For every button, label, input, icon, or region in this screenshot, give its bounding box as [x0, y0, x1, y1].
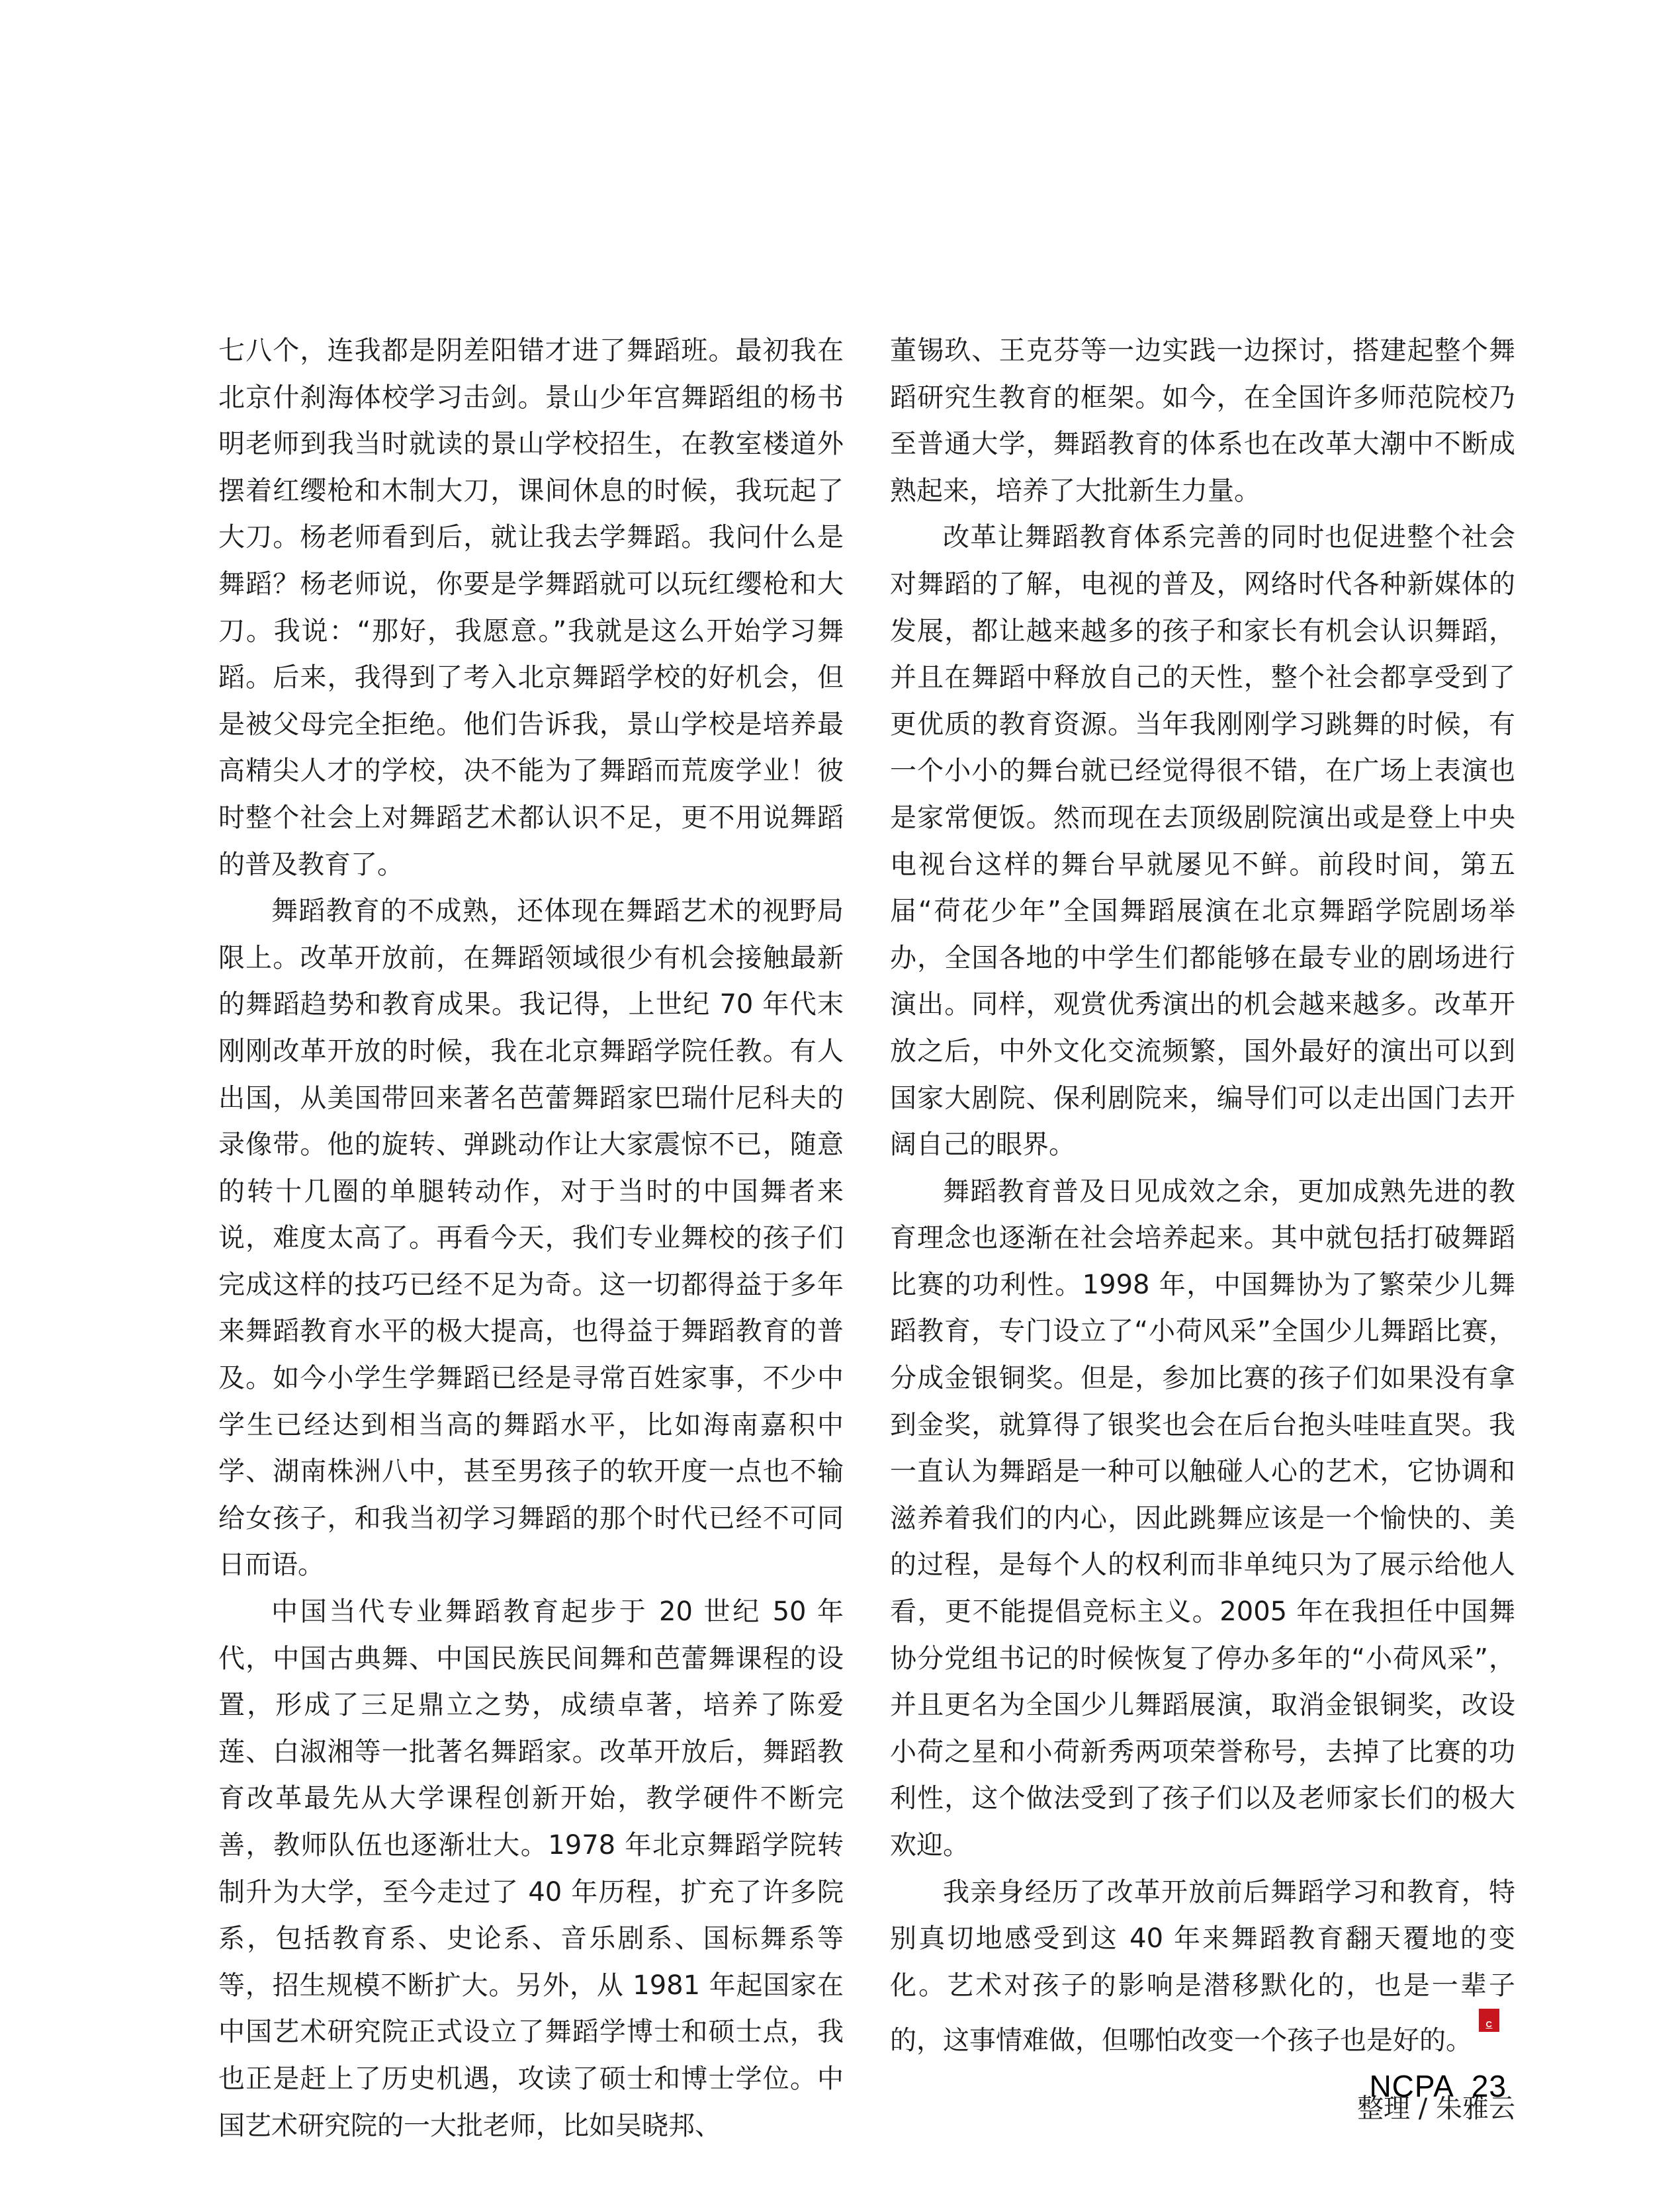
byline: 整理 / 朱雅云: [1357, 2093, 1515, 2124]
paragraph: 改革让舞蹈教育体系完善的同时也促进整个社会对舞蹈的了解，电视的普及，网络时代各种新媒体的发展，都让越来越多的孩子和家长有机会认识舞蹈，并且在舞蹈中释放自己的天性，整个社会都享受到了更优质的教育资源。当年我刚刚学习跳舞的时候，有一个小小的舞台就已经觉得很不错，在广场上表演也是家常便饭。然而现在去顶级剧院演出或是登上中央电视台这样的舞台早就屡见不鲜。前段时间，第五届“荷花少年”全国舞蹈展演在北京舞蹈学院剧场举办，全国各地的中学生们都能够在最专业的剧场进行演出。同样，观赏优秀演出的机会越来越多。改革开放之后，中外文化交流频繁，国外最好的演出可以到国家大剧院、保利剧院来，编导们可以走出国门去开阔自己的眼界。: [890, 522, 1515, 1160]
left-column: [218, 328, 844, 2149]
seal-text-top: NC: [1485, 2009, 1538, 2030]
article-body: [218, 328, 1538, 2149]
ncpa-end-seal-icon: [1479, 2009, 1538, 2051]
page-footer: [1369, 2068, 1507, 2104]
paragraph-continuation: 七八个，连我都是阴差阳错才进了舞蹈班。最初我在北京什刹海体校学习击剑。景山少年宫舞蹈组的杨书明老师到我当时就读的景山学校招生，在教室楼道外摆着红缨枪和木制大刀，课间休息的时候，我玩起了大刀。杨老师看到后，就让我去学舞蹈。我问什么是舞蹈？杨老师说，你要是学舞蹈就可以玩红缨枪和大刀。我说：“那好，我愿意。”我就是这么开始学习舞蹈。后来，我得到了考入北京舞蹈学校的好机会，但是被父母完全拒绝。他们告诉我，景山学校是培养最高精尖人才的学校，决不能为了舞蹈而荒废学业！彼时整个社会上对舞蹈艺术都认识不足，更不用说舞蹈的普及教育了。: [218, 335, 844, 880]
seal-text-bottom: PA: [1485, 2030, 1538, 2051]
paragraph-text: 我亲身经历了改革开放前后舞蹈学习和教育，特别真切地感受到这 40 年来舞蹈教育翻天覆地的变化。艺术对孩子的影响是潜移默化的，也是一辈子的，这事情难做，但哪怕改变一个孩子也是好的。: [890, 1876, 1515, 2056]
paragraph: 舞蹈教育的不成熟，还体现在舞蹈艺术的视野局限上。改革开放前，在舞蹈领域很少有机会接触最新的舞蹈趋势和教育成果。我记得，上世纪 70 年代末刚刚改革开放的时候，我在北京舞蹈学院任教。有人出国，从美国带回来著名芭蕾舞蹈家巴瑞什尼科夫的录像带。他的旋转、弹跳动作让大家震惊不已，随意的转十几圈的单腿转动作，对于当时的中国舞者来说，难度太高了。再看今天，我们专业舞校的孩子们完成这样的技巧已经不足为奇。这一切都得益于多年来舞蹈教育水平的极大提高，也得益于舞蹈教育的普及。如今小学生学舞蹈已经是寻常百姓家事，不少中学生已经达到相当高的舞蹈水平，比如海南嘉积中学、湖南株洲八中，甚至男孩子的软开度一点也不输给女孩子，和我当初学习舞蹈的那个时代已经不可同日而语。: [218, 896, 844, 1581]
paragraph: 中国当代专业舞蹈教育起步于 20 世纪 50 年代，中国古典舞、中国民族民间舞和芭蕾舞课程的设置，形成了三足鼎立之势，成绩卓著，培养了陈爱莲、白淑湘等一批著名舞蹈家。改革开放后，舞蹈教育改革最先从大学课程创新开始，教学硬件不断完善，教师队伍也逐渐壮大。1978 年北京舞蹈学院转制升为大学，至今走过了 40 年历程，扩充了许多院系，包括教育系、史论系、音乐剧系、国标舞系等等，招生规模不断扩大。另外，从 1981 年起国家在中国艺术研究院正式设立了舞蹈学博士和硕士点，我也正是赶上了历史机遇，攻读了硕士和博士学位。中国艺术研究院的一大批老师，比如吴晓邦、: [218, 1597, 844, 2141]
right-column: [890, 328, 1538, 2149]
footer-brand: NCPA: [1369, 2069, 1454, 2103]
page-number: 23: [1471, 2069, 1507, 2103]
paragraph-continuation: 董锡玖、王克芬等一边实践一边探讨，搭建起整个舞蹈研究生教育的框架。如今，在全国许多师范院校乃至普通大学，舞蹈教育的体系也在改革大潮中不断成熟起来，培养了大批新生力量。: [890, 335, 1515, 506]
paragraph-last: [890, 1869, 1538, 2064]
paragraph: 舞蹈教育普及日见成效之余，更加成熟先进的教育理念也逐渐在社会培养起来。其中就包括打破舞蹈比赛的功利性。1998 年，中国舞协为了繁荣少儿舞蹈教育，专门设立了“小荷风采”全国少儿舞蹈比赛，分成金银铜奖。但是，参加比赛的孩子们如果没有拿到金奖，就算得了银奖也会在后台抱头哇哇直哭。我一直认为舞蹈是一种可以触碰人心的艺术，它协调和滋养着我们的内心，因此跳舞应该是一个愉快的、美的过程，是每个人的权利而非单纯只为了展示给他人看，更不能提倡竞标主义。2005 年在我担任中国舞协分党组书记的时候恢复了停办多年的“小荷风采”，并且更名为全国少儿舞蹈展演，取消金银铜奖，改设小荷之星和小荷新秀两项荣誉称号，去掉了比赛的功利性，这个做法受到了孩子们以及老师家长们的极大欢迎。: [890, 1176, 1515, 1860]
